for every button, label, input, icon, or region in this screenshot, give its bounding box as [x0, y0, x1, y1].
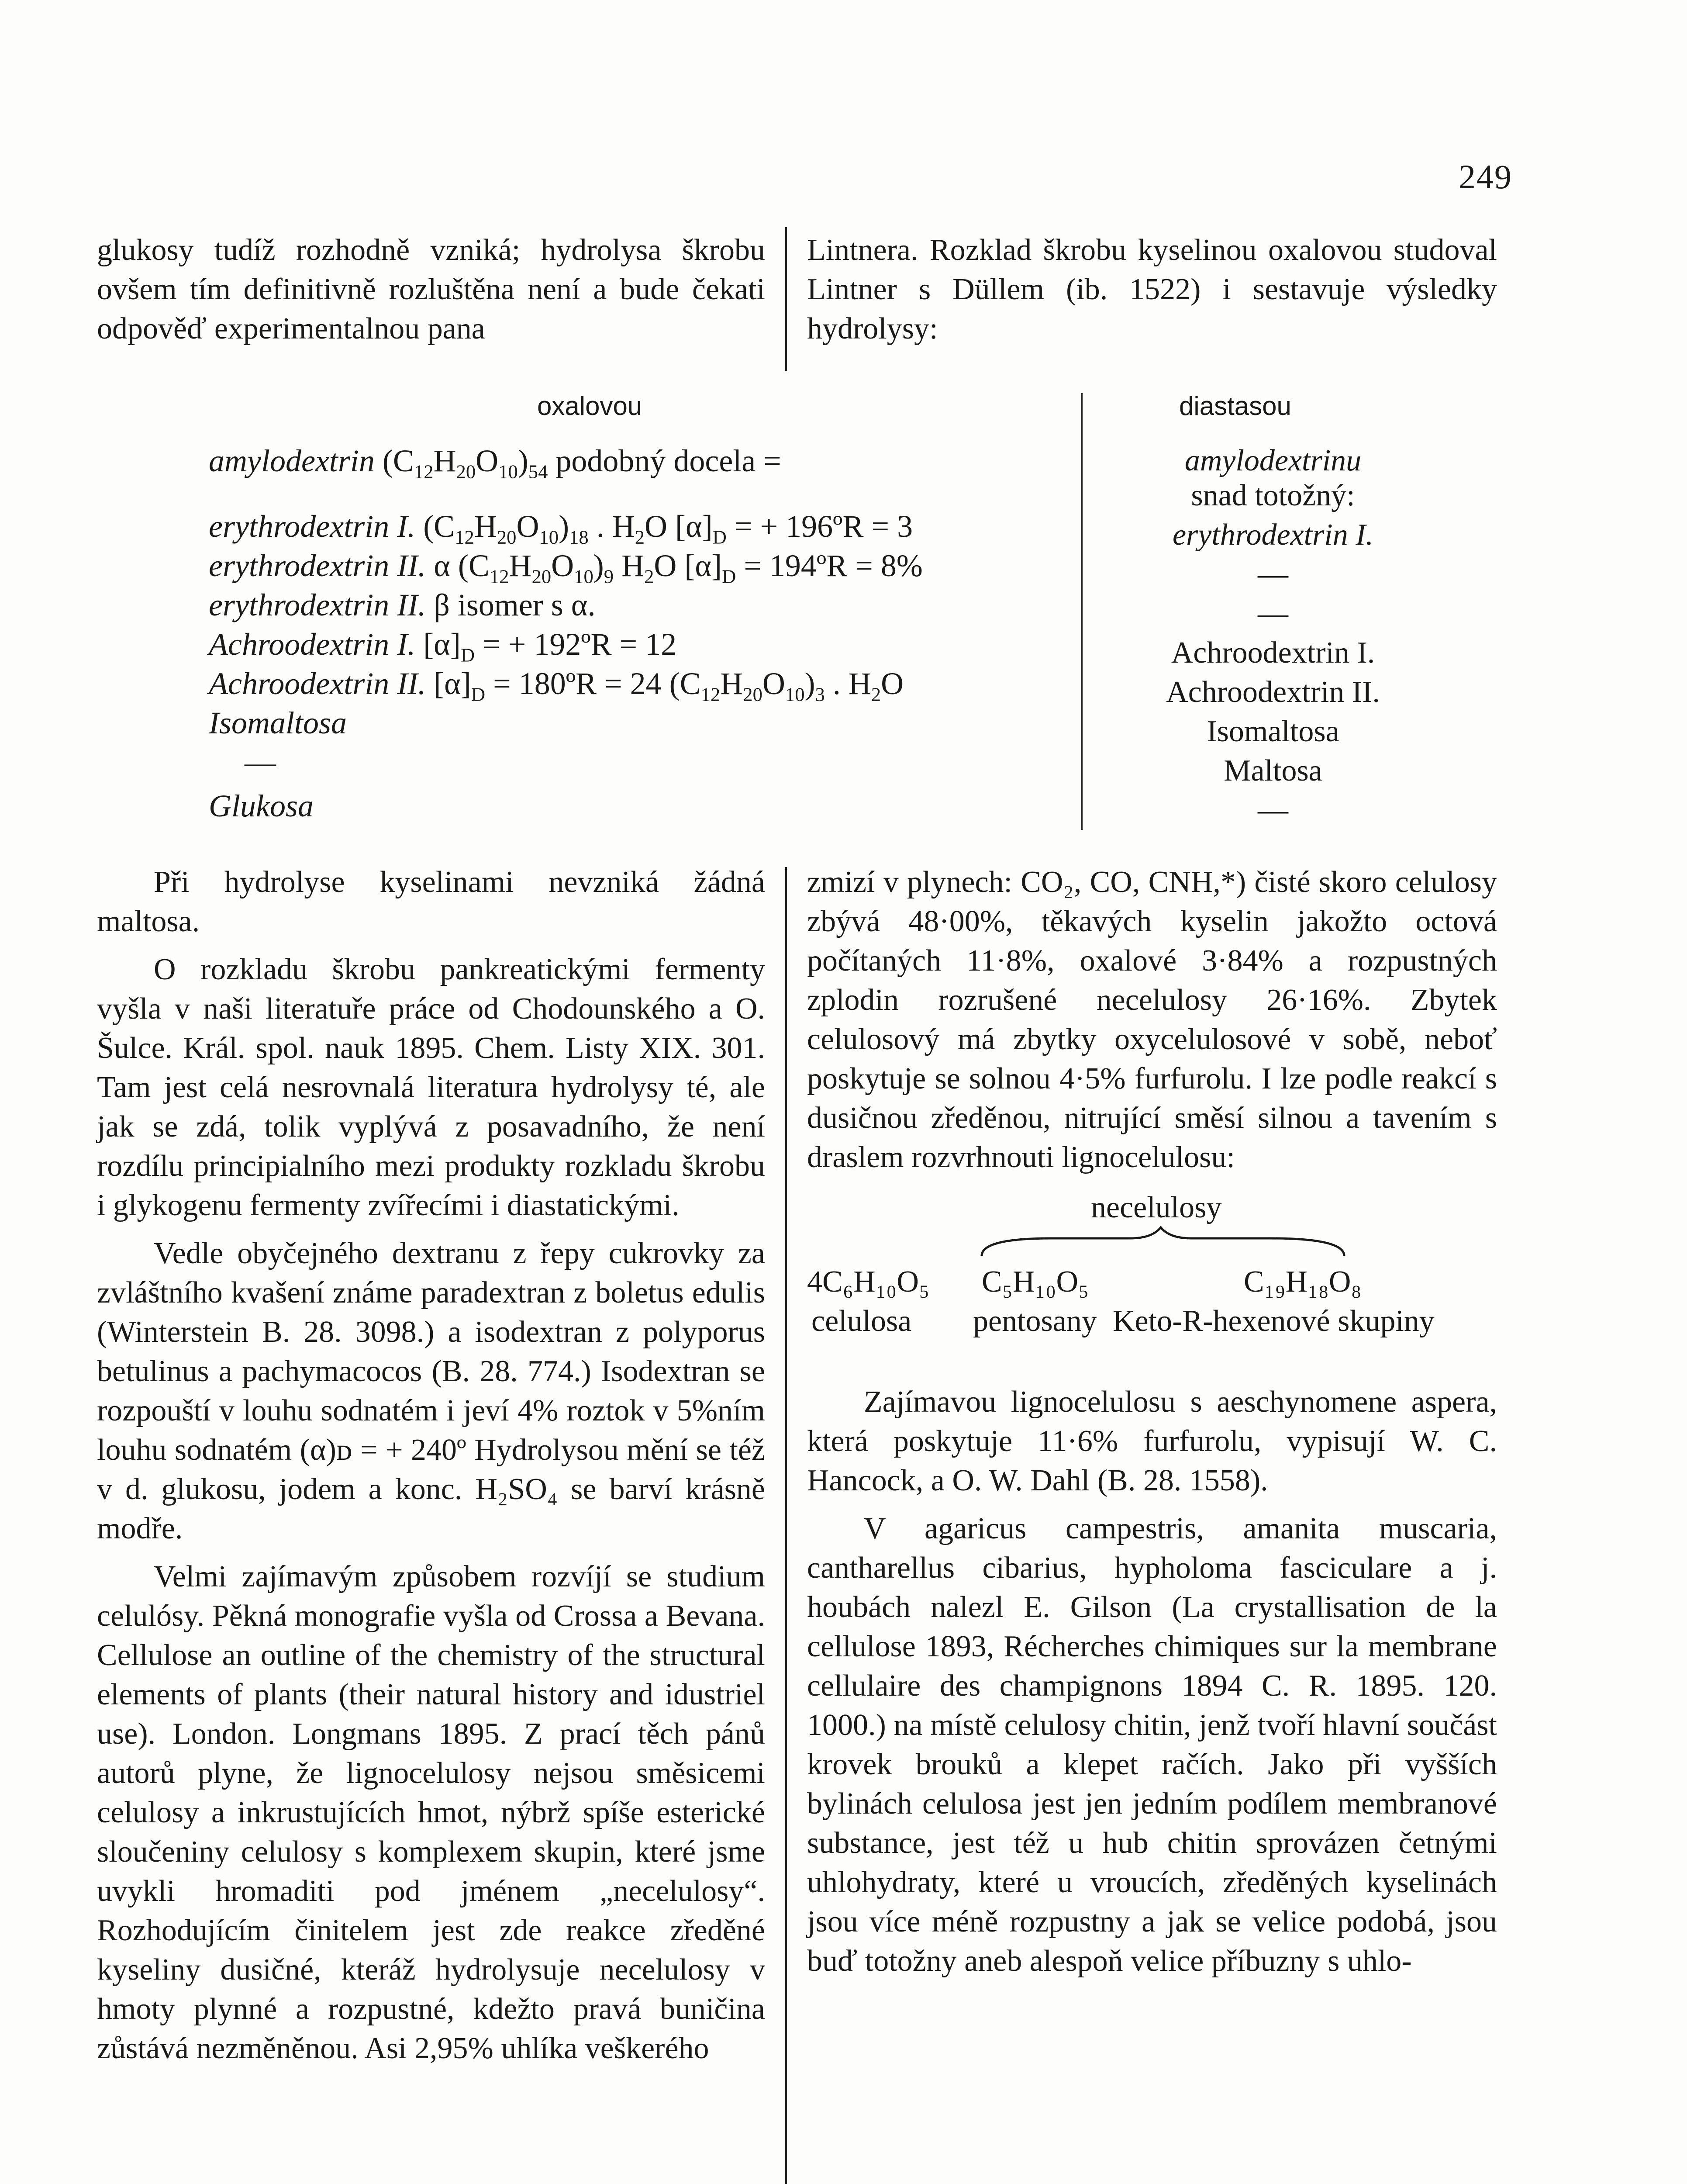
table-row-achroodextrin-1: Achroodextrin I. $[\alpha]_D$ = + 192ºR = 12 — [209, 627, 677, 666]
table-row-dash: — — [245, 745, 276, 780]
table-row-erythrodextrin-1: erythrodextrin I. $(C_{12}H_{20}O_{10})_{18}$ . $H_2O$ $[\alpha]_D$ = + 196ºR = 3 — [209, 509, 913, 548]
formula-keto: C₁₉H₁₈O₈ — [1244, 1265, 1362, 1299]
column-divider-top — [785, 227, 787, 371]
intro-left-column — [97, 231, 765, 349]
table-row-achroodextrin-2: Achroodextrin II. $[\alpha]_D$ = 180ºR = 24 $(C_{12}H_{20}O_{10})_3$ . $H_2O$ — [209, 666, 904, 705]
table-head-diastasou: diastasou — [1179, 391, 1291, 421]
intro-left-text: glukosy tudíž rozhodně vzniká; hydrolysa škrobu ovšem tím definitivně rozluštěna není a bude čekati odpověď experimentalnou pana — [97, 233, 765, 346]
table-right-isomaltosa: Isomaltosa — [1207, 715, 1339, 748]
label-celulosa: celulosa — [811, 1304, 912, 1338]
body-right-column — [807, 863, 1497, 1981]
intro-right-column — [807, 231, 1497, 349]
lignocelulosa-formula — [807, 1182, 1497, 1374]
formula-brace — [807, 1225, 1497, 1260]
paragraph-celulosa: Velmi zajímavým způsobem rozvíjí se studium celulósy. Pěkná monografie vyšla od Crossa a Bevana. Cellulose an outline of the chemistry of the structural elements of plants (their natural history and idustriel use). London. Longmans 1895. Z prací těch pánů autorů plyne, že lignocelulosy nejsou směsicemi celulosy a inkrustujících hmot, nýbrž spíše esterické sloučeniny celulosy s komplexem skupin, které jsme uvykli hromaditi pod jménem „necelulosy“. Rozhodujícím činitelem jest zde reakce zředěné kyseliny dusičné, kteráž hydrolysuje necelulosy v hmoty plynné a rozpustné, kdežto pravá buničina zůstává nezměněnou. Asi 2,95% uhlíka veškerého — [97, 1560, 765, 2065]
table-right-totozny: snad totožný: — [1191, 479, 1355, 512]
table-row-amylodextrin: amylodextrin $(C_{12}H_{20}O_{10})_{54}$ podobný docela = — [209, 443, 781, 483]
table-right-dash-3: — — [1258, 793, 1288, 827]
table-right-dash-1: — — [1258, 557, 1288, 591]
table-head-oxalovou: oxalovou — [537, 391, 642, 421]
paragraph-dextran: Vedle obyčejného dextranu z řepy cukrovky za zvláštního kvašení známe paradextran z boletus edulis (Winterstein B. 28. 3098.) a isodextran z polyporus betulinus a pachymacocos (B. 28. 774.) Isodextran se rozpouští v louhu sodnatém i jeví 4% roztok v 5%ním louhu sodnatém (α)ᴅ = + 240º Hydrolysou mění se též v d. glukosu, jodem a konc. H₂SO₄ se barví krásně modře. — [97, 1237, 765, 1545]
intro-right-text: Lintnera. Rozklad škrobu kyselinou oxalovou studoval Lintner s Düllem (ib. 1522) i sestavuje výsledky hydrolysy: — [807, 233, 1497, 346]
label-keto-skupiny: Keto-R-hexenové skupiny — [1113, 1304, 1435, 1338]
table-row-erythrodextrin-2b: erythrodextrin II. β isomer s α. — [209, 587, 596, 622]
table-row-glukosa: Glukosa — [209, 788, 314, 823]
table-right-maltosa: Maltosa — [1224, 754, 1322, 788]
table-right-erythrodextrin: erythrodextrin I. — [1172, 518, 1374, 552]
column-divider-bottom — [785, 867, 787, 2184]
paragraph-aeschynomene: Zajímavou lignocelulosu s aeschynomene aspera, která poskytuje 11·6% furfurolu, vypisují W. C. Hancock, a O. W. Dahl (B. 28. 1558). — [807, 1385, 1497, 1497]
table-right-achroodextrin-1: Achroodextrin I. — [1171, 636, 1375, 670]
page-number: 249 — [1459, 158, 1512, 196]
table-right-dash-2: — — [1258, 597, 1288, 630]
table-right-amylodextrinu: amylodextrinu — [1184, 444, 1362, 477]
paragraph-plyny: zmizí v plynech: CO₂, CO, CNH,*) čisté skoro celulosy zbývá 48·00%, těkavých kyselin jakožto octová počítaných 11·8%, oxalové 3·84% a rozpustných zplodin rozrušené necelulosy 26·16%. Zbytek celulosový má zbytky oxycelulosové v sobě, neboť poskytuje se solnou 4·5% furfurolu. I lze podle reakcí s dusičnou zředěnou, nitrující směsí silnou a tavením s draslem rozvrhnouti lignocelulosu: — [807, 865, 1497, 1174]
body-left-column — [97, 863, 765, 2068]
formula-pentosany: C₅H₁₀O₅ — [982, 1265, 1089, 1299]
paragraph-agaricus: V agaricus campestris, amanita muscaria, cantharellus cibarius, hypholoma fasciculare a j. houbách nalezl E. Gilson (La crystallisation de la cellulose 1893, Récherches chimiques sur la membrane cellulaire des champignons 1894 C. R. 1895. 120. 1000.) na místě celulosy chitin, jenž tvoří hlavní součást krovek brouků a klepet račích. Jako při vyšších bylinách celulosa jest jen jedním podílem membranové substance, jest též u hub chitin sprovázen četnými uhlohydraty, které u vroucích, zředěných kyselinách jsou více méně rozpustny a jak se velice podobá, jsou buď totožny aneb alespoň velice příbuzny s uhlo- — [807, 1512, 1497, 1978]
label-pentosany: pentosany — [973, 1304, 1097, 1338]
paragraph-pankreaticke: O rozkladu škrobu pankreatickými fermenty vyšla v naši literatuře práce od Chodounského a O. Šulce. Král. spol. nauk 1895. Chem. Listy XIX. 301. Tam jest celá nesrovnalá literatura hydrolysy té, ale jak se zdá, tolik vyplývá z posavadního, že není rozdílu principialního mezi produkty rozkladu škrobu i glykogenu fermenty zvířecími i diastatickými. — [97, 953, 765, 1222]
formula-celulosa: 4C₆H₁₀O₅ — [807, 1265, 930, 1299]
table-row-isomaltosa: Isomaltosa — [209, 705, 347, 740]
table-right-achroodextrin-2: Achroodextrin II. — [1166, 675, 1380, 709]
paragraph-maltosa: Při hydrolyse kyselinami nevzniká žádná maltosa. — [97, 865, 765, 938]
formula-necelulosy-label: necelulosy — [1091, 1191, 1222, 1224]
table-row-erythrodextrin-2a: erythrodextrin II. α $(C_{12}H_{20}O_{10})_9$ $H_2O$ $[\alpha]_D$ = 194ºR = 8% — [209, 548, 923, 587]
